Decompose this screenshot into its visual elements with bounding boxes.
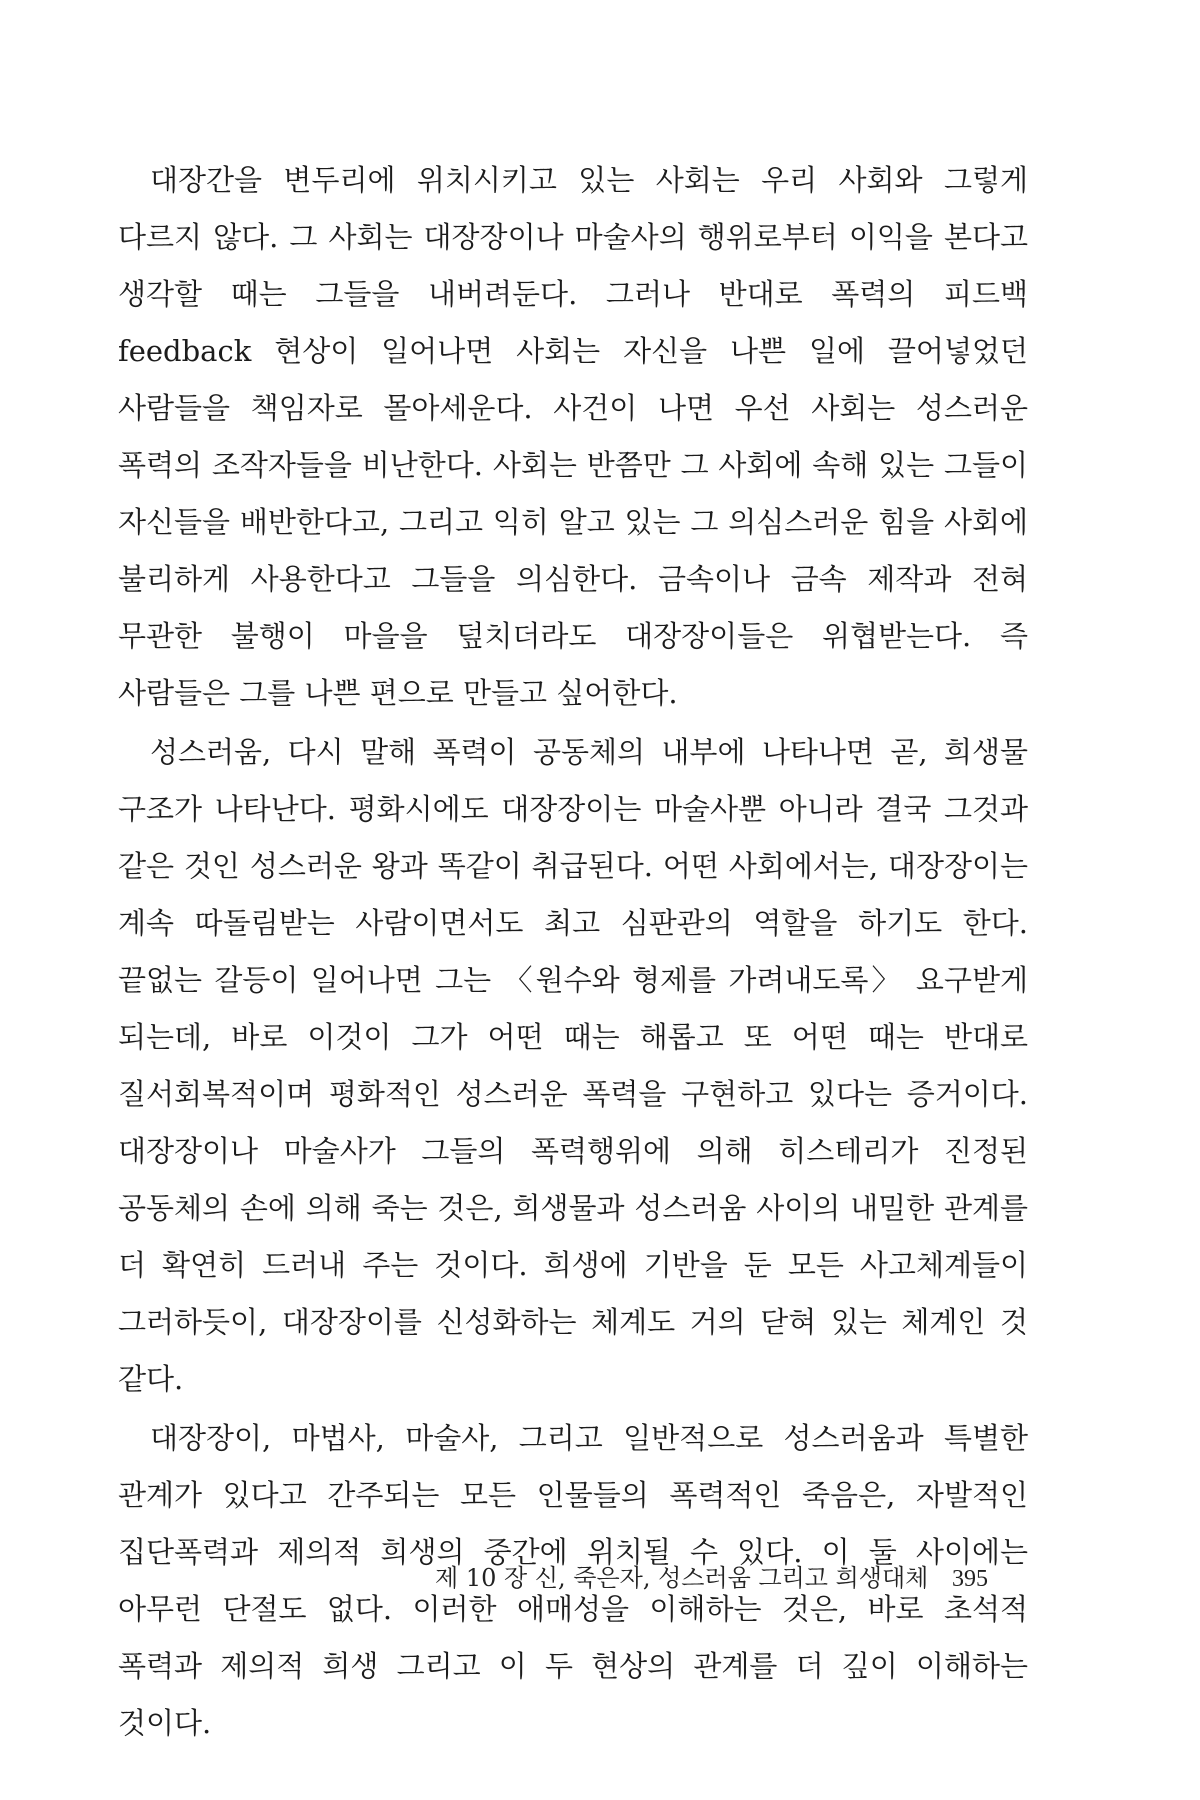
paragraph-3: 대장장이, 마법사, 마술사, 그리고 일반적으로 성스러움과 특별한 관계가 있다고 간주되는 모든 인물들의 폭력적인 죽음은, 자발적인 집단폭력과 제의적 희생의 중간에 위치될 수 있다. 이 둘 사이에는 아무런 단절도 없다. 이러한 애매성을 이해하는 것은, 바로 초석적 폭력과 제의적 희생 그리고 이 두 현상의 관계를 더 깊이 이해하는 것이다. xyxy=(118,1421,1028,1740)
running-footer xyxy=(435,1562,988,1595)
body-text xyxy=(118,152,1028,1752)
chapter-running-title: 제 10 장 신, 죽은자, 성스러움 그리고 희생대체 xyxy=(435,1564,929,1592)
paragraph-1: 대장간을 변두리에 위치시키고 있는 사회는 우리 사회와 그렇게 다르지 않다. 그 사회는 대장장이나 마술사의 행위로부터 이익을 본다고 생각할 때는 그들을 내버려둔다. 그러나 반대로 폭력의 피드백 feedback 현상이 일어나면 사회는 자신을 나쁜 일에 끌어넣었던 사람들을 책임자로 몰아세운다. 사건이 나면 우선 사회는 성스러운 폭력의 조작자들을 비난한다. 사회는 반쯤만 그 사회에 속해 있는 그들이 자신들을 배반한다고, 그리고 익히 알고 있는 그 의심스러운 힘을 사회에 불리하게 사용한다고 그들을 의심한다. 금속이나 금속 제작과 전혀 무관한 불행이 마을을 덮치더라도 대장장이들은 위협받는다. 즉 사람들은 그를 나쁜 편으로 만들고 싶어한다. xyxy=(118,163,1028,710)
page-number: 395 xyxy=(952,1566,988,1592)
paragraph-2: 성스러움, 다시 말해 폭력이 공동체의 내부에 나타나면 곧, 희생물 구조가 나타난다. 평화시에도 대장장이는 마술사뿐 아니라 결국 그것과 같은 것인 성스러운 왕과 똑같이 취급된다. 어떤 사회에서는, 대장장이는 계속 따돌림받는 사람이면서도 최고 심판관의 역할을 하기도 한다. 끝없는 갈등이 일어나면 그는 〈원수와 형제를 가려내도록〉 요구받게 되는데, 바로 이것이 그가 어떤 때는 해롭고 또 어떤 때는 반대로 질서회복적이며 평화적인 성스러운 폭력을 구현하고 있다는 증거이다. 대장장이나 마술사가 그들의 폭력행위에 의해 히스테리가 진정된 공동체의 손에 의해 죽는 것은, 희생물과 성스러움 사이의 내밀한 관계를 더 확연히 드러내 주는 것이다. 희생에 기반을 둔 모든 사고체계들이 그러하듯이, 대장장이를 신성화하는 체계도 거의 닫혀 있는 체계인 것 같다. xyxy=(118,735,1028,1396)
